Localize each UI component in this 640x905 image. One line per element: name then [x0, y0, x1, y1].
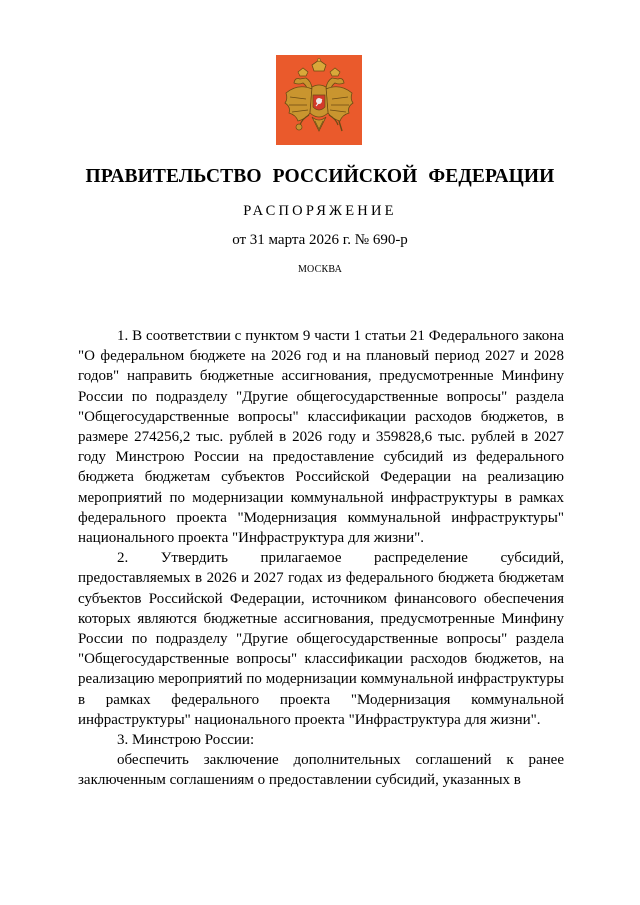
paragraph-3: 3. Минстрою России:: [117, 732, 255, 749]
paragraph-2: 2. Утвердить прилагаемое распределение субсидий, предоставляемых в 2026 и 2027 годах из федерального бюджета бюджетам субъектов Российской Федерации, источником финансового обеспечения которых являются бюджетные ассигнования, предусмотренные Минфину России по подразделу "Другие общегосударственные вопросы" раздела "Общегосударственные вопросы" классификации расходов бюджетов, на реализацию мероприятий по модернизации коммунальной инфраструктуры в рамках федерального проекта "Модернизация коммунальной инфраструктуры" национального проекта "Инфраструктура для жизни".: [78, 550, 564, 728]
document-type: РАСПОРЯЖЕНИЕ: [243, 203, 397, 219]
document-body: [78, 326, 564, 791]
coat-of-arms-emblem: [276, 55, 362, 145]
document-city: МОСКВА: [297, 264, 343, 275]
double-headed-eagle-icon: [276, 55, 362, 145]
document-date-number: от 31 марта 2026 г. № 690-р: [232, 232, 408, 248]
paragraph-4: обеспечить заключение дополнительных соглашений к ранее заключенным соглашениям о предоставлении субсидий, указанных в: [78, 752, 564, 789]
paragraph-1: 1. В соответствии с пунктом 9 части 1 статьи 21 Федерального закона "О федеральном бюджете на 2026 год и на плановый период 2027 и 2028 годов" направить бюджетные ассигнования, предусмотренные Минфину России по подразделу "Другие общегосударственные вопросы" раздела "Общегосударственные вопросы" классификации расходов бюджетов, в размере 274256,2 тыс. рублей в 2026 году и 359828,6 тыс. рублей в 2027 году Минстрою России на предоставление субсидий из федерального бюджета бюджетам субъектов Российской Федерации на реализацию мероприятий по модернизации коммунальной инфраструктуры в рамках федерального проекта "Модернизация коммунальной инфраструктуры" национального проекта "Инфраструктура для жизни".: [78, 328, 564, 547]
government-title: ПРАВИТЕЛЬСТВО РОССИЙСКОЙ ФЕДЕРАЦИИ: [85, 166, 555, 187]
